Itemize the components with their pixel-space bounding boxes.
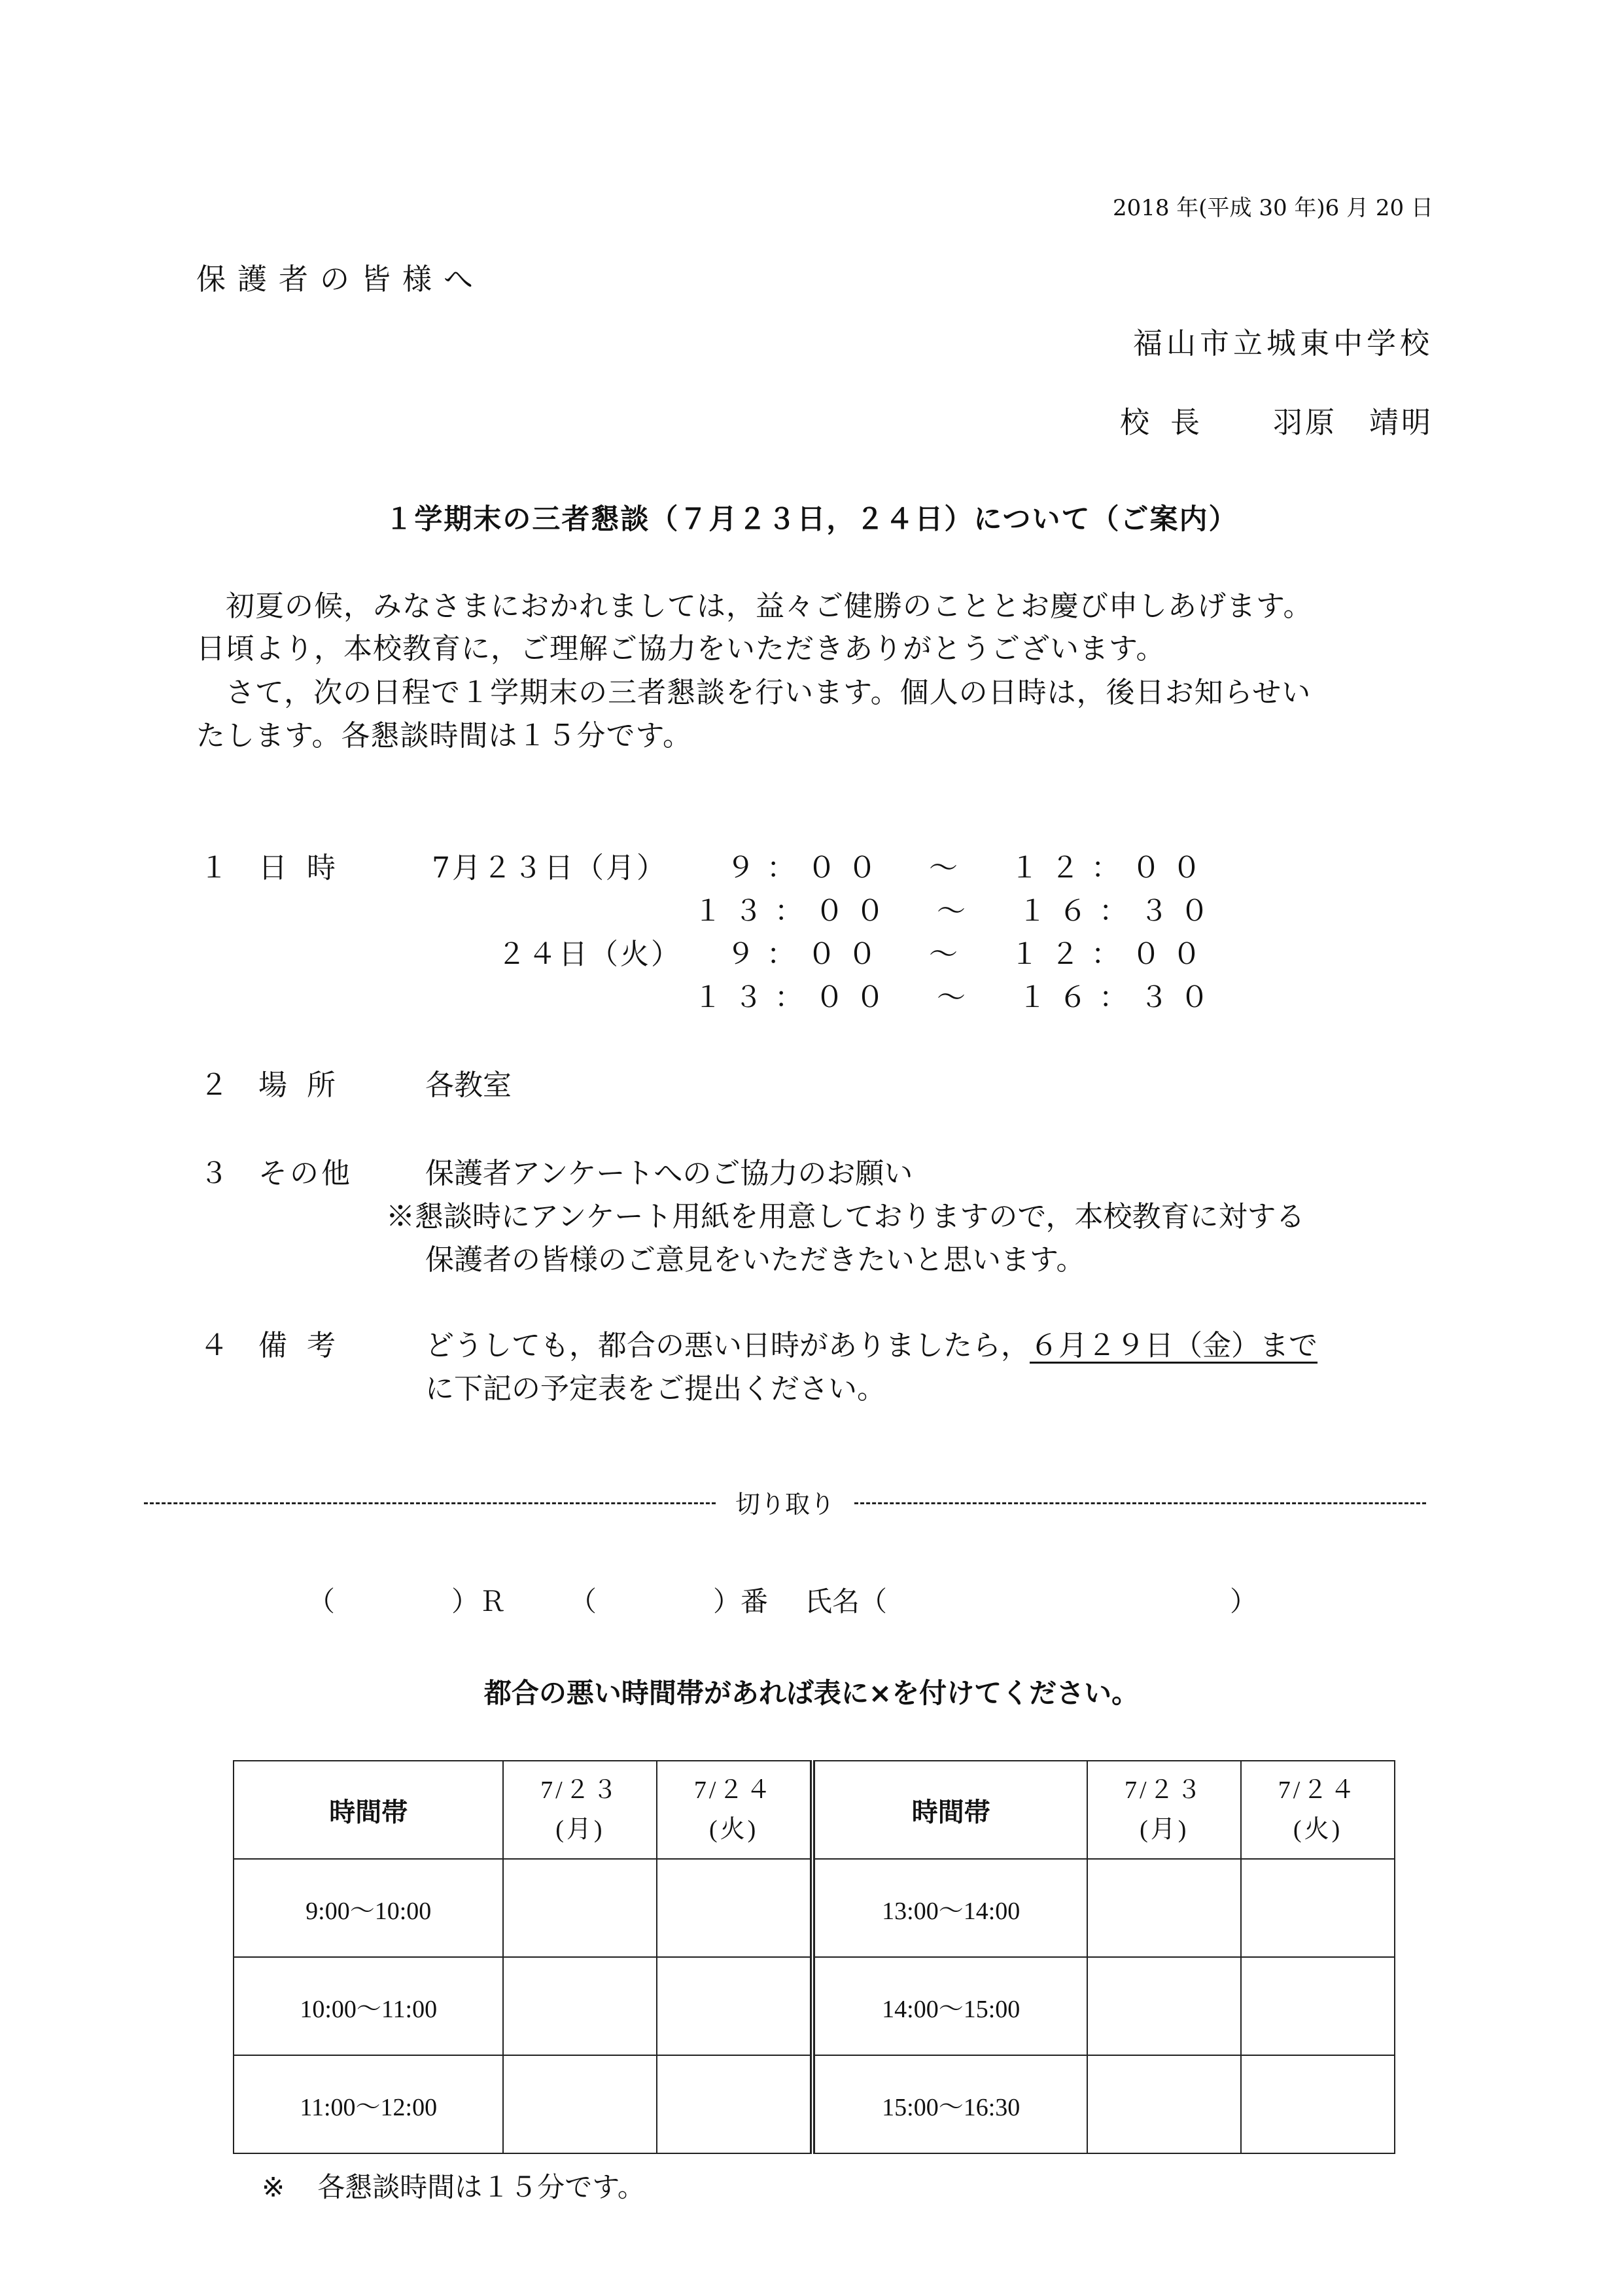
mark-cell[interactable]	[1241, 1859, 1395, 1957]
availability-table	[233, 1760, 1395, 2154]
mark-cell[interactable]	[503, 2055, 657, 2153]
item-number: １	[200, 851, 228, 885]
item-number: ３	[200, 1157, 228, 1190]
schedule-day: 7月２３日（月）	[432, 851, 667, 885]
date-label: 7/２４	[693, 1776, 774, 1804]
time-slot: 13:00～14:00	[812, 1859, 1087, 1957]
slot-header: 時間帯	[812, 1761, 1087, 1859]
time-slot: 15:00～16:30	[812, 2055, 1087, 2153]
table-row	[234, 1957, 1395, 2055]
item-label: 場所	[258, 1069, 355, 1102]
slot-header: 時間帯	[234, 1761, 503, 1859]
letter-date: 2018 年(平成 30 年)6 月 20 日	[1112, 195, 1433, 221]
document-title: １学期末の三者懇談（７月２３日，２４日）について（ご案内）	[385, 503, 1238, 536]
time-slot: 11:00～12:00	[234, 2055, 503, 2153]
item-label: 備考	[258, 1329, 355, 1362]
schedule-time: １３：００ ～ １６：３０	[693, 981, 1221, 1014]
name-close-paren: ）	[1230, 1585, 1258, 1617]
cut-label: 切り取り	[735, 1490, 835, 1519]
date-header	[503, 1761, 657, 1859]
table-header-row	[234, 1761, 1395, 1859]
class-open-paren: （	[307, 1585, 336, 1617]
dash-left	[144, 1502, 716, 1504]
other-note: ※懇談時にアンケート用紙を用意しておりますので，本校教育に対する	[386, 1200, 1305, 1233]
dash-right	[854, 1502, 1426, 1504]
principal-role: 校長	[1119, 405, 1221, 440]
school-name: 福山市立城東中学校	[1132, 326, 1433, 361]
date-header	[657, 1761, 812, 1859]
other-value: 保護者アンケートへのご協力のお願い	[425, 1157, 913, 1190]
number-open-paren: （	[569, 1585, 597, 1617]
cut-line	[144, 1484, 1426, 1520]
day-label: (火)	[708, 1816, 759, 1843]
body-line: 日頃より，本校教育に，ご理解ご協力をいただきありがとうございます。	[196, 632, 1166, 665]
body-line: さて，次の日程で１学期末の三者懇談を行います。個人の日時は，後日お知らせい	[196, 676, 1312, 709]
body-line: 初夏の候，みなさまにおかれましては，益々ご健勝のこととお慶び申しあげます。	[196, 590, 1313, 623]
date-label: 7/２４	[1278, 1776, 1358, 1804]
time-slot: 10:00～11:00	[234, 1957, 503, 2055]
schedule-time: ９：００ ～ １２：００	[726, 938, 1213, 971]
date-label: 7/２３	[1125, 1776, 1204, 1804]
number-close-label: ）番	[713, 1585, 769, 1617]
day-label: (火)	[1293, 1816, 1343, 1843]
item-number: ４	[200, 1329, 228, 1362]
mark-cell[interactable]	[657, 1859, 812, 1957]
principal-name: 羽原 靖明	[1272, 405, 1433, 440]
class-close-label: ）Ｒ	[451, 1585, 507, 1617]
other-note: 保護者の皆様のご意見をいただきたいと思います。	[425, 1243, 1085, 1277]
principal	[1101, 364, 1433, 441]
mark-cell[interactable]	[1087, 1957, 1241, 2055]
time-slot: 9:00～10:00	[234, 1859, 503, 1957]
schedule-time: １３：００ ～ １６：３０	[693, 894, 1221, 928]
mark-cell[interactable]	[1241, 2055, 1395, 2153]
table-instruction: 都合の悪い時間帯があれば表に×を付けてください。	[483, 1677, 1140, 1709]
name-label: 氏名（	[805, 1585, 888, 1617]
schedule-day: ２４日（火）	[497, 938, 682, 971]
mark-cell[interactable]	[1241, 1957, 1395, 2055]
table-row	[234, 1859, 1395, 1957]
addressee: 保護者の皆様へ	[196, 262, 485, 296]
remarks-prefix: どうしても，都合の悪い日時がありましたら，	[425, 1329, 1030, 1362]
mark-cell[interactable]	[1087, 1859, 1241, 1957]
submission-deadline: ６月２９日（金）まで	[1030, 1329, 1318, 1362]
footnote-mark: ※	[262, 2171, 285, 2203]
place-value: 各教室	[425, 1069, 512, 1102]
footnote-text: 各懇談時間は１５分です。	[317, 2171, 645, 2203]
mark-cell[interactable]	[657, 1957, 812, 2055]
footnote	[262, 2166, 645, 2205]
mark-cell[interactable]	[503, 1957, 657, 2055]
time-slot: 14:00～15:00	[812, 1957, 1087, 2055]
mark-cell[interactable]	[1087, 2055, 1241, 2153]
item-label: その他	[258, 1157, 353, 1190]
day-label: (月)	[1140, 1816, 1189, 1843]
remarks-line: に下記の予定表をご提出ください。	[425, 1372, 886, 1405]
item-number: ２	[200, 1069, 228, 1102]
item-label: 日時	[258, 851, 355, 885]
mark-cell[interactable]	[657, 2055, 812, 2153]
table-row	[234, 2055, 1395, 2153]
date-label: 7/２３	[540, 1776, 620, 1804]
remarks-line	[425, 1322, 1318, 1364]
date-header	[1087, 1761, 1241, 1859]
body-line: たします。各懇談時間は１５分です。	[196, 719, 692, 752]
date-header	[1241, 1761, 1395, 1859]
mark-cell[interactable]	[503, 1859, 657, 1957]
schedule-time: ９：００ ～ １２：００	[726, 851, 1213, 885]
day-label: (月)	[555, 1816, 605, 1843]
